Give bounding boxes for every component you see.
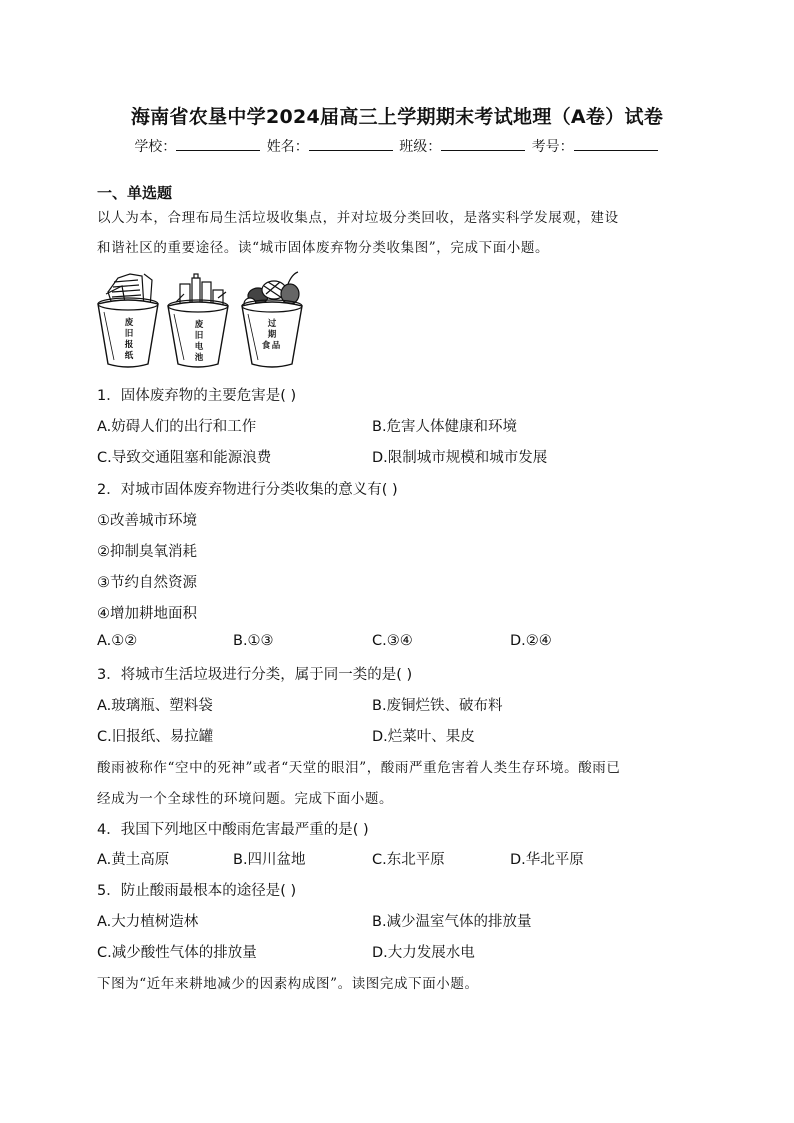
q2-option-d[interactable]: D.②④ [510, 633, 552, 649]
bin-3-label-char: 品 [271, 341, 281, 351]
q2-statement-1: ①改善城市环境 [97, 513, 197, 529]
q4-option-d[interactable]: D.华北平原 [510, 852, 584, 868]
bin-1-label-char: 纸 [124, 351, 134, 361]
q1-option-b[interactable]: B.危害人体健康和环境 [372, 419, 518, 435]
q2-statement-4: ④增加耕地面积 [97, 606, 197, 622]
q2-option-c[interactable]: C.③④ [372, 633, 413, 649]
q1-option-a[interactable]: A.妨碍人们的出行和工作 [97, 419, 257, 435]
q3-stem: 3．将城市生活垃圾进行分类，属于同一类的是( ) [97, 667, 413, 683]
material-1-line-2: 和谐社区的重要途径。读“城市固体废弃物分类收集图”，完成下面小题。 [97, 240, 550, 256]
q5-stem: 5．防止酸雨最根本的途径是( ) [97, 883, 297, 899]
bin-3-label-char: 过 [267, 319, 277, 329]
q2-option-b[interactable]: B.①③ [233, 633, 274, 649]
bin-3-label-char: 期 [267, 330, 277, 340]
q5-option-b[interactable]: B.减少温室气体的排放量 [372, 914, 532, 930]
number-label: 考号： [531, 139, 574, 155]
q4-stem: 4．我国下列地区中酸雨危害最严重的是( ) [97, 822, 369, 838]
bin-2-label-char: 废 [194, 320, 204, 330]
bin-1-label-char: 报 [124, 340, 134, 350]
bin-2-label-char: 旧 [194, 331, 204, 341]
material-1-line-1: 以人为本，合理布局生活垃圾收集点，并对垃圾分类回收，是落实科学发展观，建设 [97, 210, 619, 226]
school-label: 学校： [134, 139, 177, 155]
bin-2-label-char: 池 [194, 353, 204, 363]
name-label: 姓名： [266, 139, 309, 155]
q4-option-c[interactable]: C.东北平原 [372, 852, 445, 868]
material-2-line-2: 经成为一个全球性的环境问题。完成下面小题。 [97, 791, 394, 807]
q1-stem: 1．固体废弃物的主要危害是( ) [97, 388, 297, 404]
q3-option-c[interactable]: C.旧报纸、易拉罐 [97, 729, 214, 745]
q3-option-d[interactable]: D.烂菜叶、果皮 [372, 729, 475, 745]
q2-statement-2: ②抑制臭氧消耗 [97, 544, 197, 560]
q2-stem: 2．对城市固体废弃物进行分类收集的意义有( ) [97, 482, 398, 498]
exam-info-line [0, 136, 794, 156]
material-3-line-1: 下图为“近年来耕地减少的因素构成图”。读图完成下面小题。 [97, 976, 479, 992]
q4-option-a[interactable]: A.黄土高原 [97, 852, 170, 868]
q2-statement-3: ③节约自然资源 [97, 575, 197, 591]
class-blank[interactable] [441, 138, 525, 151]
q3-option-b[interactable]: B.废铜烂铁、破布料 [372, 698, 503, 714]
q2-option-a[interactable]: A.①② [97, 633, 138, 649]
q5-option-a[interactable]: A.大力植树造林 [97, 914, 199, 930]
bin-3-label-char: 食 [261, 341, 271, 351]
material-2-line-1: 酸雨被称作“空中的死神”或者“天堂的眼泪”，酸雨严重危害着人类生存环境。酸雨已 [97, 760, 621, 776]
name-blank[interactable] [309, 138, 393, 151]
q1-option-c[interactable]: C.导致交通阻塞和能源浪费 [97, 450, 272, 466]
q5-option-d[interactable]: D.大力发展水电 [372, 945, 475, 961]
bin-1-label-char: 废 [124, 318, 134, 328]
page-title: 海南省农垦中学2024届高三上学期期末考试地理（A卷）试卷 [130, 106, 664, 128]
number-blank[interactable] [574, 138, 658, 151]
waste-sorting-figure [92, 268, 314, 372]
bin-1-label-char: 旧 [124, 329, 134, 339]
q3-option-a[interactable]: A.玻璃瓶、塑料袋 [97, 698, 213, 714]
school-blank[interactable] [176, 138, 260, 151]
q4-option-b[interactable]: B.四川盆地 [233, 852, 306, 868]
q5-option-c[interactable]: C.减少酸性气体的排放量 [97, 945, 257, 961]
bin-2-label-char: 电 [194, 342, 204, 352]
section-heading: 一、单选题 [97, 184, 173, 202]
class-label: 班级： [399, 139, 442, 155]
q1-option-d[interactable]: D.限制城市规模和城市发展 [372, 450, 548, 466]
